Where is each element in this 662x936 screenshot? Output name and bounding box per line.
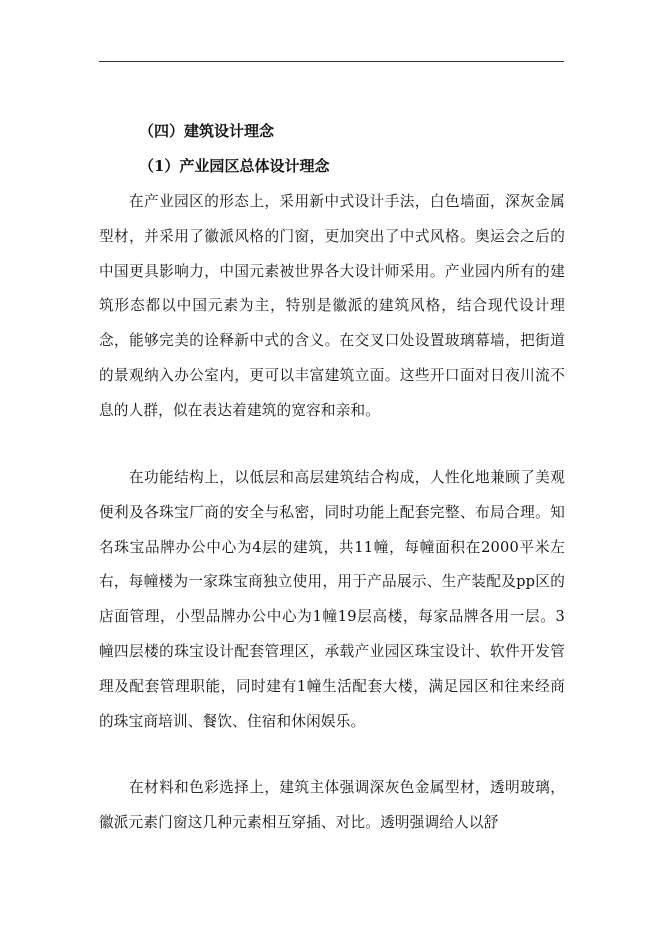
- paragraph-function: 在功能结构上，以低层和高层建筑结合构成，人性化地兼顾了美观便利及各珠宝厂商的安全与私密，同时功能上配套完整、布局合理。知名珠宝品牌办公中心为4层的建筑，共11幢，每幢面积在2000平米左右，每幢楼为一家珠宝商独立使用，用于产品展示、生产装配及pp区的店面管理，小型品牌办公中心为1幢19层高楼，每家品牌各用一层。3幢四层楼的珠宝设计配套管理区，承载产业园区珠宝设计、软件开发管理及配套管理职能，同时建有1幢生活配套大楼，满足园区和往来经商的珠宝商培训、餐饮、住宿和休闲娱乐。: [99, 469, 565, 730]
- subsection-heading: （1）产业园区总体设计理念: [139, 157, 330, 175]
- header-rule: [99, 61, 564, 62]
- paragraph-form: 在产业园区的形态上，采用新中式设计手法，白色墙面，深灰金属型材，并采用了徽派风格的门窗，更加突出了中式风格。奥运会之后的中国更具影响力，中国元素被世界各大设计师采用。产业园内所有的建筑形态都以中国元素为主，特别是徽派的建筑风格，结合现代设计理念，能够完美的诠释新中式的含义。在交叉口处设置玻璃幕墙，把街道的景观纳入办公室内，更可以丰富建筑立面。这些开口面对日夜川流不息的人群，似在表达着建筑的宽容和亲和。: [99, 193, 565, 419]
- section-heading: （四）建筑设计理念: [139, 122, 275, 140]
- paragraph-material: 在材料和色彩选择上，建筑主体强调深灰色金属型材，透明玻璃，徽派元素门窗这几种元素相互穿插、对比。透明强调给人以舒: [99, 779, 565, 831]
